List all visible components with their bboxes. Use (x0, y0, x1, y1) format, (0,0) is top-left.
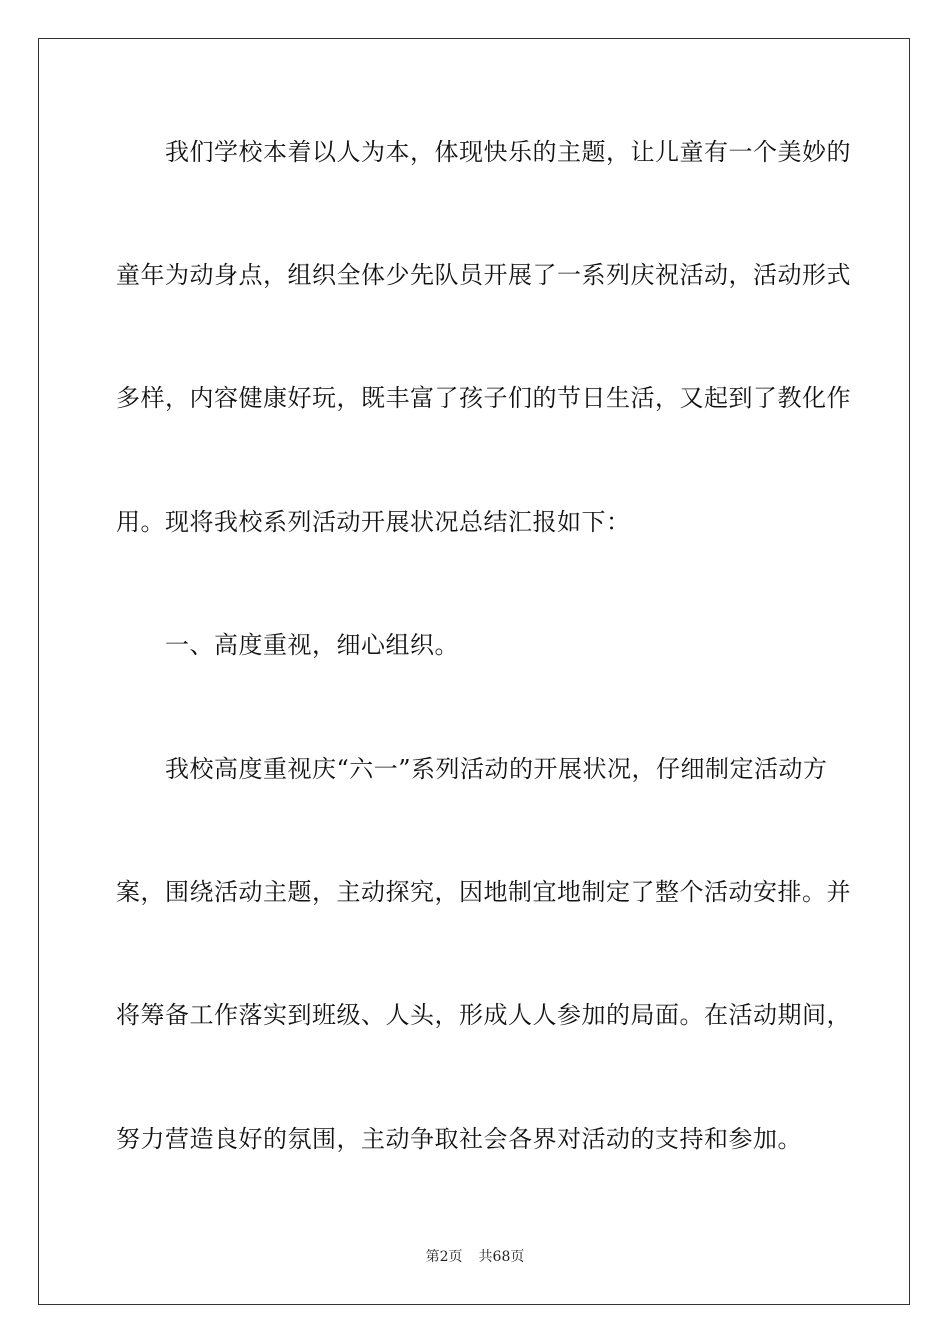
paragraph-2-line-3: 将筹备工作落实到班级、人头，形成人人参加的局面。在活动期间， (116, 1001, 851, 1029)
paragraph-2-line-4: 努力营造良好的氛围，主动争取社会各界对活动的支持和参加。 (116, 1125, 802, 1153)
paragraph-2-line-2: 案，围绕活动主题，主动探究，因地制宜地制定了整个活动安排。并 (116, 878, 851, 906)
page-total: 共68页 (478, 1249, 525, 1265)
page-footer (0, 1248, 950, 1266)
paragraph-1-line-4: 用。现将我校系列活动开展状况总结汇报如下： (116, 508, 631, 536)
paragraph-1-line-2: 童年为动身点，组织全体少先队员开展了一系列庆祝活动，活动形式 (116, 261, 851, 289)
paragraph-2-line-1: 我校高度重视庆“六一”系列活动的开展状况，仔细制定活动方 (165, 755, 828, 783)
page-border (38, 38, 910, 1305)
paragraph-1-line-1: 我们学校本着以人为本，体现快乐的主题，让儿童有一个美妙的 (165, 138, 851, 166)
page-number: 第2页 (425, 1249, 463, 1265)
paragraph-1-line-3: 多样，内容健康好玩，既丰富了孩子们的节日生活，又起到了教化作 (116, 384, 851, 412)
section-heading: 一、高度重视，细心组织。 (165, 631, 459, 659)
